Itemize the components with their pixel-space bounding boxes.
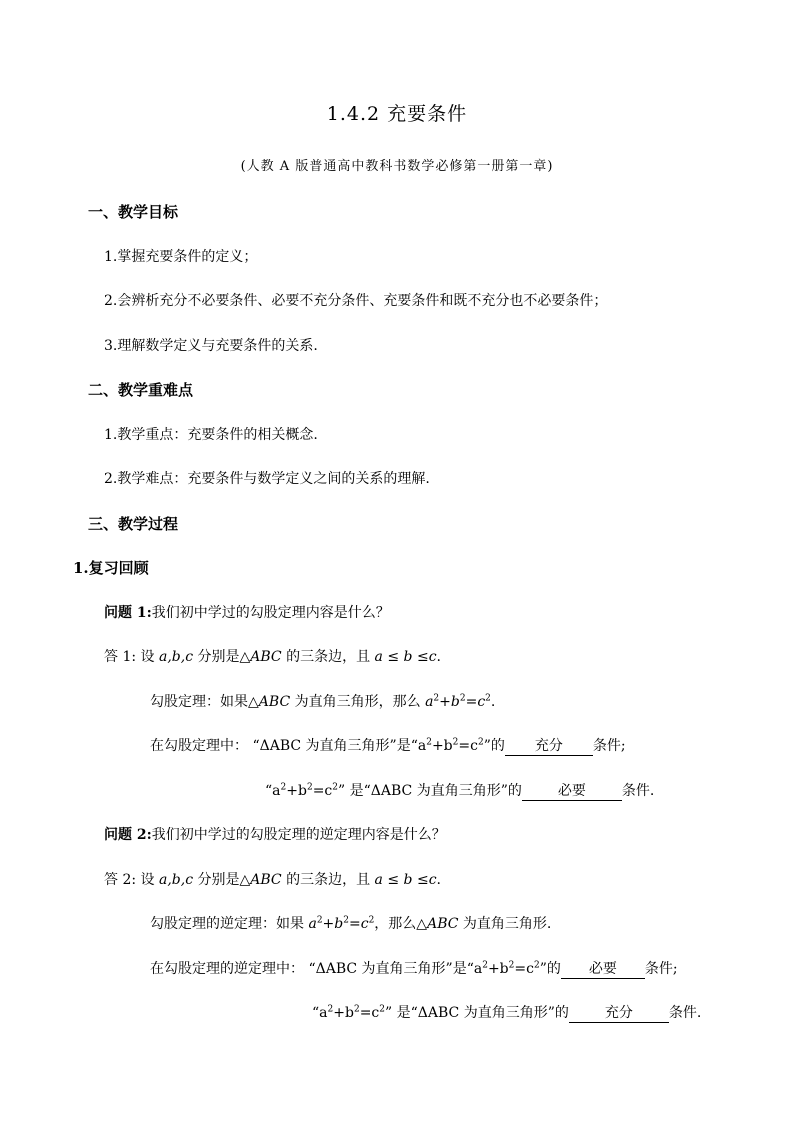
- section-heading-process: 三、教学过程: [88, 515, 179, 533]
- answer-1-line-1: 答 1: 设 a,b,c 分别是△ABC 的三条边，且 a ≤ b ≤c.: [104, 649, 441, 665]
- objective-item: 1.掌握充要条件的定义；: [104, 249, 258, 265]
- answer-2-line-1: 答 2: 设 a,b,c 分别是△ABC 的三条边，且 a ≤ b ≤c.: [104, 872, 441, 888]
- answer-1-sufficient-line: 在勾股定理中： “ΔABC 为直角三角形”是“$a^2+b^2=c^2$”的 充分 条件;: [150, 737, 626, 754]
- question-1-text: 我们初中学过的勾股定理内容是什么？: [151, 605, 390, 621]
- answer-1-theorem: 勾股定理：如果△ABC 为直角三角形，那么 $a^2+b^2=c^2$.: [150, 693, 496, 710]
- answer-2-sufficient-line: “$a^2+b^2=c^2$” 是“ΔABC 为直角三角形”的 充分 条件.: [312, 1004, 702, 1021]
- section-heading-key-points: 二、教学重难点: [88, 381, 194, 399]
- answer-2-necessary-line: 在勾股定理的逆定理中： “ΔABC 为直角三角形”是“$a^2+b^2=c^2$”的 必要 条件;: [150, 960, 678, 977]
- question-1-label: 问题 1:: [104, 605, 152, 621]
- section-heading-objectives: 一、教学目标: [88, 203, 179, 221]
- answer-blank: 必要: [561, 960, 645, 979]
- subsection-heading-review: 1.复习回顾: [73, 559, 149, 577]
- page-title: 1.4.2 充要条件: [326, 103, 468, 125]
- answer-blank: 充分: [505, 737, 593, 756]
- question-2: [104, 825, 446, 845]
- objective-item: 2.会辨析充分不必要条件、必要不充分条件、充要条件和既不充分也不必要条件；: [104, 293, 608, 309]
- objective-item: 3.理解数学定义与充要条件的关系.: [104, 338, 318, 354]
- page-subtitle: (人教 A 版普通高中教科书数学必修第一册第一章): [240, 159, 554, 174]
- answer-blank: 必要: [522, 782, 622, 801]
- answer-2-theorem: 勾股定理的逆定理：如果 $a^2+b^2=c^2$，那么△ABC 为直角三角形.: [150, 915, 552, 932]
- key-point-item: 2.教学难点：充要条件与数学定义之间的关系的理解.: [104, 471, 430, 487]
- question-1: [104, 603, 390, 623]
- answer-1-necessary-line: “$a^2+b^2=c^2$” 是“ΔABC 为直角三角形”的 必要 条件.: [265, 782, 655, 799]
- question-2-label: 问题 2:: [104, 827, 152, 843]
- question-2-text: 我们初中学过的勾股定理的逆定理内容是什么？: [151, 827, 446, 843]
- answer-blank: 充分: [569, 1004, 669, 1023]
- key-point-item: 1.教学重点：充要条件的相关概念.: [104, 427, 318, 443]
